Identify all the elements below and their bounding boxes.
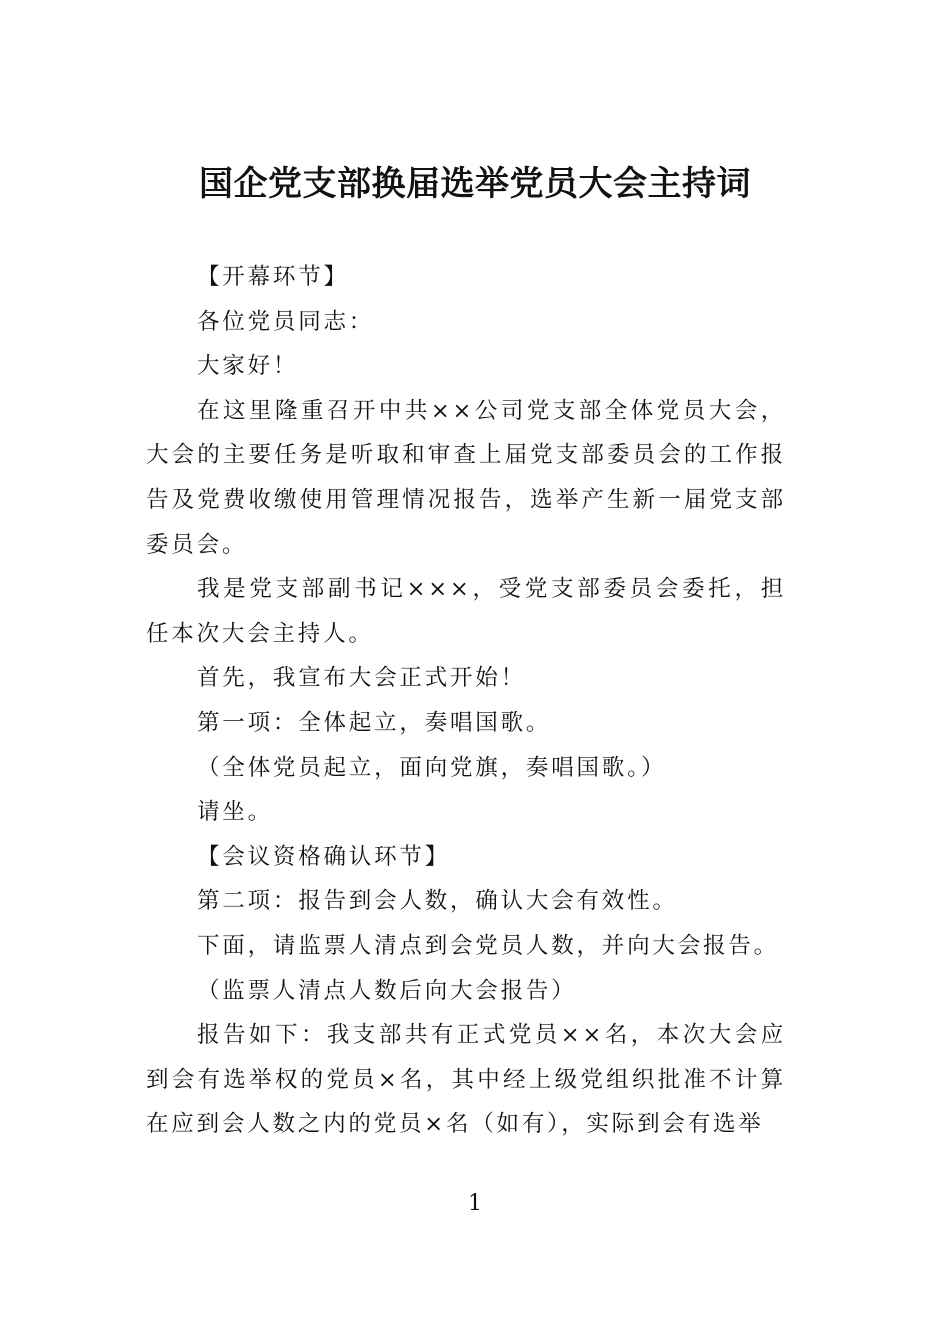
paragraph-be-seated: 请坐。 xyxy=(197,799,273,826)
paragraph-report: 报告如下：我支部共有正式党员××名，本次大会应到会有选举权的党员×名，其中经上级党组织批准不计算在应到会人数之内的党员×名（如有），实际到会有选举 xyxy=(146,1022,786,1138)
paragraph-item-one: 第一项：全体起立，奏唱国歌。 xyxy=(197,709,552,736)
paragraph-host-intro: 我是党支部副书记×××，受党支部委员会委托，担任本次大会主持人。 xyxy=(146,576,786,647)
paragraph-meeting-start: 首先，我宣布大会正式开始！ xyxy=(197,665,526,692)
document-body xyxy=(146,255,786,1147)
paragraph-count-request: 下面，请监票人清点到会党员人数，并向大会报告。 xyxy=(197,932,779,959)
paragraph-qualification-section: 【会议资格确认环节】 xyxy=(197,843,451,870)
page-number: 1 xyxy=(468,1191,482,1216)
paragraph-item-two: 第二项：报告到会人数，确认大会有效性。 xyxy=(197,888,678,915)
paragraph-salutation: 各位党员同志： xyxy=(197,308,375,335)
paragraph-meeting-purpose: 在这里隆重召开中共××公司党支部全体党员大会，大会的主要任务是听取和审查上届党支部委员会的工作报告及党费收缴使用管理情况报告，选举产生新一届党支部委员会。 xyxy=(146,397,786,558)
document-title: 国企党支部换届选举党员大会主持词 xyxy=(199,164,751,204)
paragraph-opening-section: 【开幕环节】 xyxy=(197,264,349,290)
paragraph-count-note: （监票人清点人数后向大会报告） xyxy=(197,977,577,1004)
paragraph-anthem-note: （全体党员起立，面向党旗，奏唱国歌。） xyxy=(197,754,667,781)
paragraph-greeting: 大家好！ xyxy=(197,353,299,380)
